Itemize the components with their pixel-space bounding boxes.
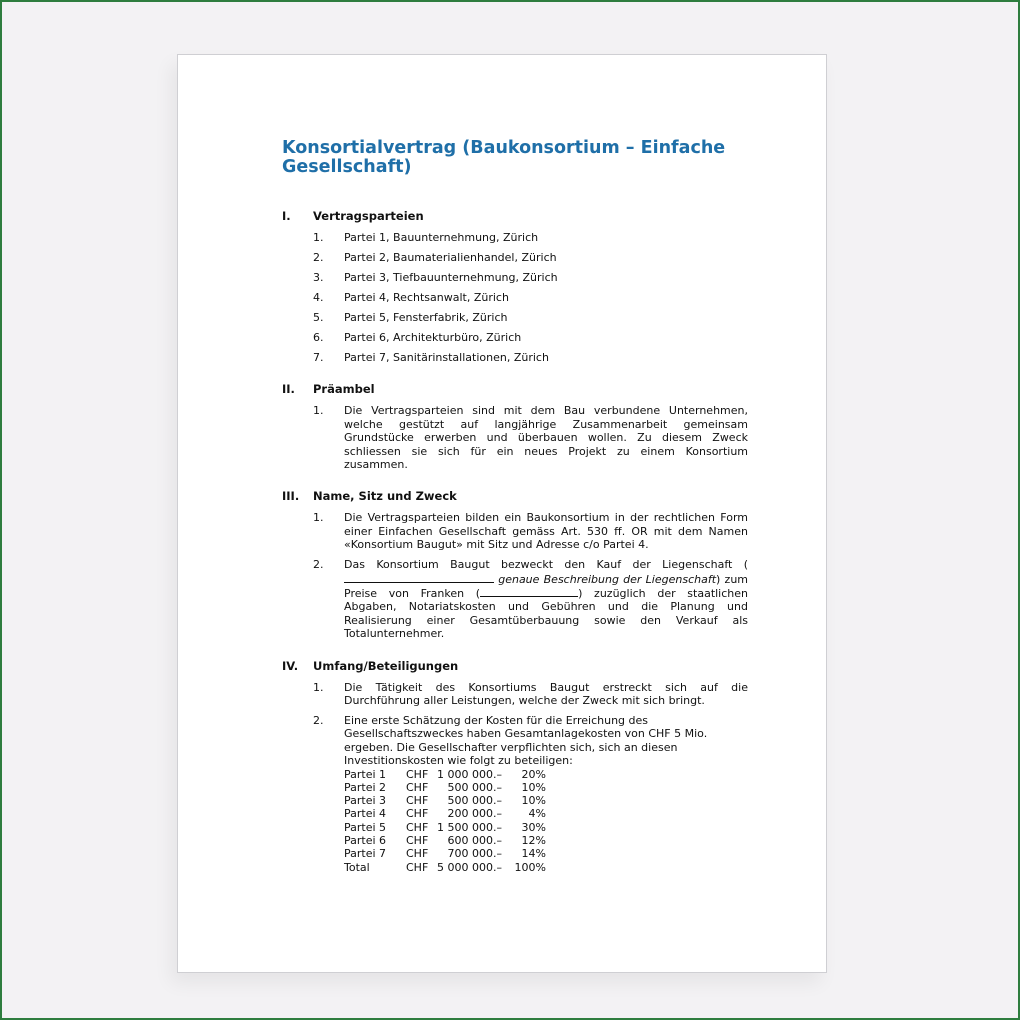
list-item [282,558,748,640]
table-row [344,807,748,820]
section-heading [282,382,748,396]
section-title: Vertragsparteien [313,209,424,223]
list-item [282,511,748,551]
share-cell: 20% [521,767,546,781]
share-cell: 14% [521,847,546,861]
share-cell: 10% [521,780,546,794]
item-text-part: ) zuzüglich der staatlichen Abgaben, Notariatskosten und Gebühren und die Planung und Realisierung einer Gesamtüberbauung sowie den Verkauf als Totalunternehmer. [344,586,749,641]
item-text: Partei 7, Sanitärinstallationen, Zürich [344,351,549,364]
section-number: III. [282,489,300,504]
item-number: 1. [313,231,324,244]
list-item [282,404,748,471]
item-text: Die Tätigkeit des Konsortiums Baugut erstreckt sich auf die Durchführung aller Leistungen, welche der Zweck mit sich bringt. [344,680,748,707]
section-praeambel [282,382,748,471]
item-text-placeholder: genaue Beschreibung der Liegenschaft [494,572,717,586]
amount-cell: 200 000.– [447,807,502,821]
section-title: Umfang/Beteiligungen [313,658,459,673]
document-title: Konsortialvertrag (Baukonsortium – Einfache Gesellschaft) [282,138,726,177]
section-number: I. [282,209,291,223]
party-cell: Partei 3 [344,794,387,808]
fill-in-blank [344,572,494,583]
party-cell: Partei 1 [344,767,387,781]
amount-cell: 5 000 000.– [437,860,502,874]
item-text [344,714,748,874]
party-cell: Partei 2 [344,780,387,794]
item-number: 2. [313,713,324,727]
currency-cell: CHF [406,820,429,834]
section-number: IV. [282,658,299,673]
amount-cell: 1 500 000.– [437,820,502,834]
currency-cell: CHF [406,860,429,874]
item-number: 1. [313,511,324,525]
item-text: Partei 1, Bauunternehmung, Zürich [344,231,539,244]
item-number: 5. [313,311,324,324]
fill-in-blank [480,586,578,597]
item-number: 2. [313,251,324,264]
item-number: 4. [313,291,324,304]
table-total-row [344,861,748,874]
list-item [282,681,748,708]
item-text: Partei 2, Baumaterialienhandel, Zürich [344,251,557,264]
item-number: 3. [313,271,324,284]
currency-cell: CHF [406,847,429,861]
list-item [282,231,748,244]
allocation-table [344,768,748,874]
currency-cell: CHF [406,780,429,794]
item-text: Partei 6, Architekturbüro, Zürich [344,331,522,344]
table-row [344,847,748,860]
item-text: Partei 5, Fensterfabrik, Zürich [344,311,508,324]
list-item [282,251,748,264]
list-item [282,291,748,304]
item-number: 1. [313,680,324,694]
party-cell: Partei 6 [344,834,387,848]
document-page [177,54,827,973]
share-cell: 100% [514,860,546,874]
section-heading [282,489,748,503]
party-cell: Partei 5 [344,820,387,834]
item-text [344,558,748,640]
table-row [344,834,748,847]
item-number: 1. [313,404,324,418]
amount-cell: 1 000 000.– [437,767,502,781]
share-cell: 30% [521,820,546,834]
document-content [282,139,748,892]
amount-cell: 600 000.– [447,834,502,848]
section-number: II. [282,382,295,397]
list-item [282,714,748,874]
share-cell: 4% [528,807,546,821]
item-number: 2. [313,558,324,572]
currency-cell: CHF [406,794,429,808]
item-text: Partei 3, Tiefbauunternehmung, Zürich [344,271,558,284]
item-text-part: Das Konsortium Baugut bezweckt den Kauf der Liegenschaft ( [344,558,748,572]
party-cell: Total [344,860,370,874]
currency-cell: CHF [406,807,429,821]
list-item [282,351,748,364]
section-name-sitz-zweck [282,489,748,640]
section-vertragsparteien [282,209,748,364]
amount-cell: 700 000.– [447,847,502,861]
section-umfang-beteiligungen [282,659,748,874]
item-text: Die Vertragsparteien sind mit dem Bau verbundene Unternehmen, welche gestützt auf langjährige Zusammenarbeit gemeinsam Grundstücke erwerben und überbauen wollen. Zu diesem Zweck schliessen sie sich für ein neues Projekt zu einem Konsortium zusammen. [344,404,748,472]
share-cell: 10% [521,794,546,808]
item-text: Partei 4, Rechtsanwalt, Zürich [344,291,509,304]
list-item [282,331,748,344]
list-item [282,271,748,284]
party-cell: Partei 4 [344,807,387,821]
item-number: 7. [313,351,324,364]
section-title: Name, Sitz und Zweck [313,489,457,504]
list-item [282,311,748,324]
table-row [344,768,748,781]
party-cell: Partei 7 [344,847,387,861]
section-heading [282,659,748,673]
amount-cell: 500 000.– [447,794,502,808]
section-heading [282,209,748,223]
item-text: Die Vertragsparteien bilden ein Baukonsortium in der rechtlichen Form einer Einfachen Gesellschaft gemäss Art. 530 ff. OR mit dem Namen «Konsortium Baugut» mit Sitz und Adresse c/o Partei 4. [344,511,748,552]
share-cell: 12% [521,834,546,848]
table-row [344,821,748,834]
item-text-part: Eine erste Schätzung der Kosten für die Erreichung des Gesellschaftszweckes haben Gesamtanlagekosten von CHF 5 Mio. ergeben. Die Gesellschafter verpflichten sich, sich an diesen Investitionskosten wie folgt zu beteiligen: [344,713,708,768]
table-row [344,794,748,807]
currency-cell: CHF [406,834,429,848]
table-row [344,781,748,794]
item-text-part: ) zum Preise von Franken ( [344,572,749,600]
currency-cell: CHF [406,767,429,781]
section-title: Präambel [313,382,375,397]
amount-cell: 500 000.– [447,780,502,794]
item-number: 6. [313,331,324,344]
